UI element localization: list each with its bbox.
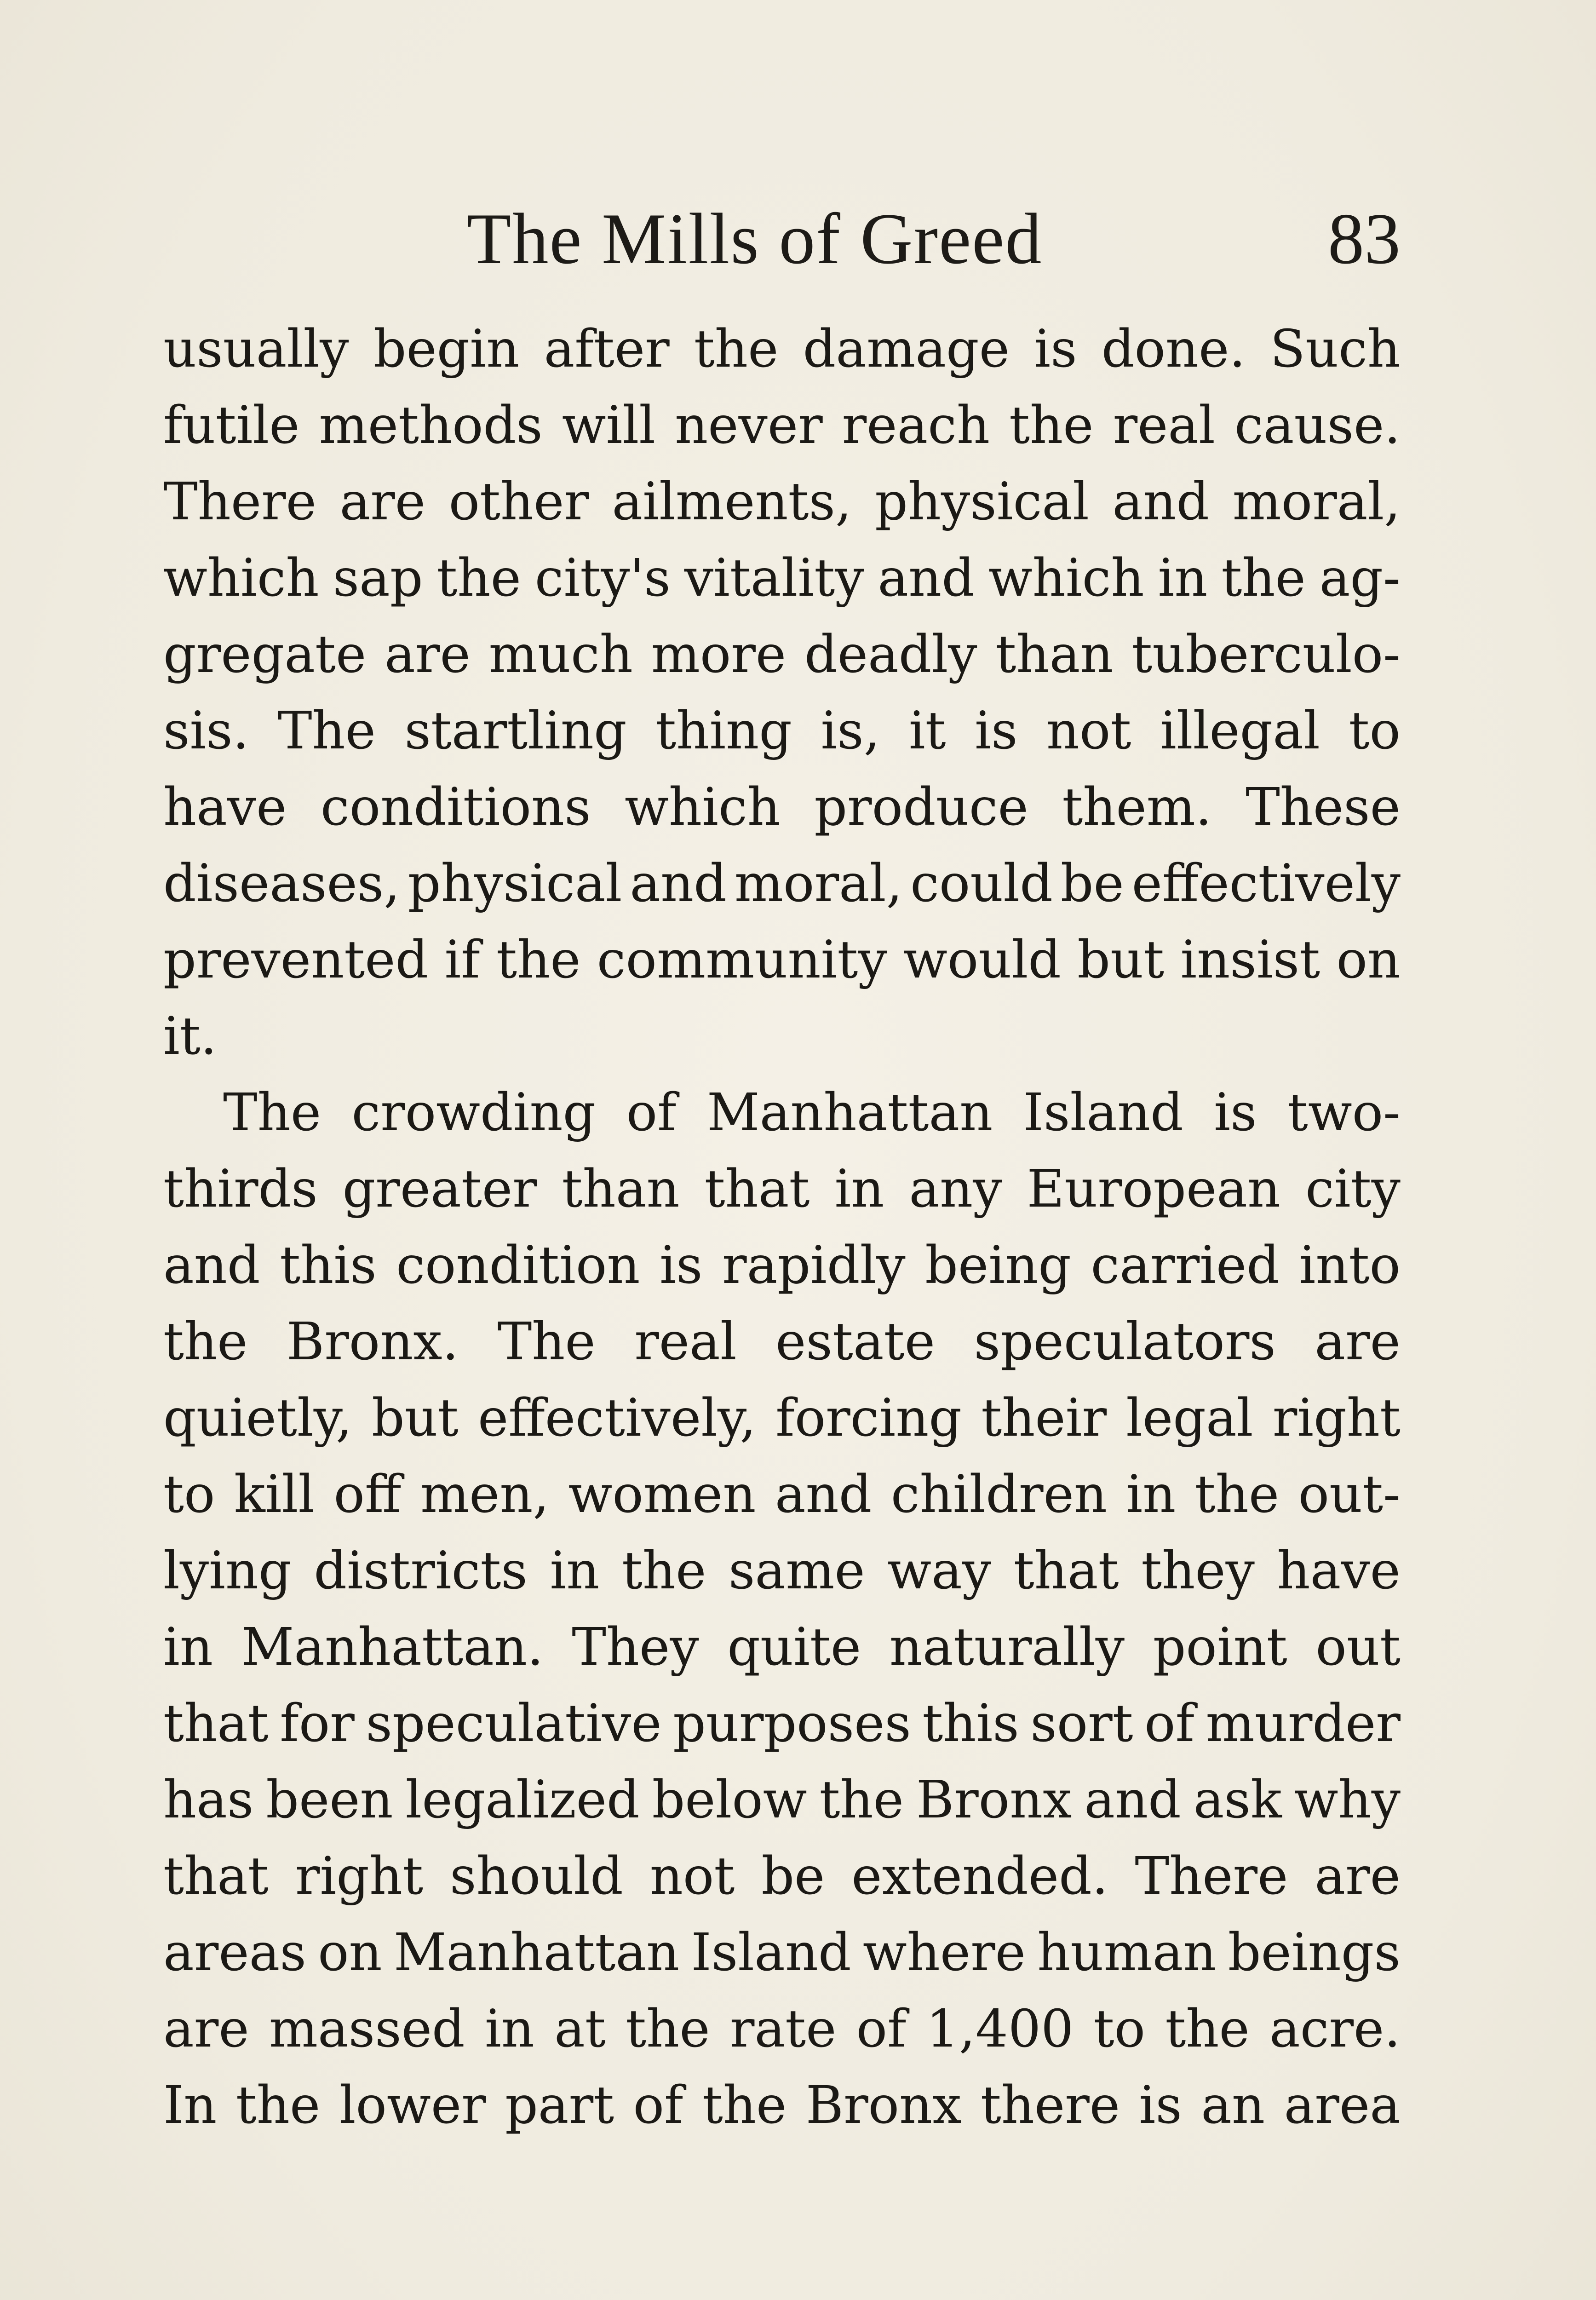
word: is [1034, 319, 1077, 379]
word: and [878, 548, 975, 608]
word: real [1113, 396, 1215, 455]
word: on [1336, 930, 1401, 990]
word: gregate [163, 625, 367, 684]
word: effectively [1131, 854, 1401, 914]
text-line [163, 922, 1401, 998]
text-line [163, 1380, 1401, 1456]
word: in [484, 1999, 534, 2059]
word: being [925, 1236, 1071, 1295]
word: lying [163, 1541, 292, 1601]
word: are [163, 1999, 249, 2059]
word: than [995, 625, 1114, 684]
word: the [1194, 1465, 1280, 1524]
word: into [1299, 1236, 1401, 1295]
word: if [444, 930, 480, 990]
word: out- [1298, 1465, 1401, 1524]
text-line [163, 1227, 1401, 1304]
word: Manhattan [706, 1083, 993, 1143]
word: tuberculo- [1131, 625, 1401, 684]
word: after [544, 319, 670, 379]
word: their [981, 1388, 1107, 1448]
word: where [862, 1923, 1026, 1983]
word: acre. [1269, 1999, 1401, 2059]
word: districts [314, 1541, 528, 1601]
word: at [554, 1999, 606, 2059]
word: legalized [405, 1770, 640, 1830]
word: There [163, 472, 316, 532]
text-line [163, 1991, 1401, 2067]
word: community [597, 930, 887, 990]
word: point [1153, 1617, 1287, 1677]
word: have [1277, 1541, 1401, 1601]
word: done. [1101, 319, 1246, 379]
text-line [163, 540, 1401, 616]
text-line [163, 1151, 1401, 1227]
word: has [163, 1770, 254, 1830]
word: which [988, 548, 1144, 608]
text-line [163, 1609, 1401, 1685]
word: but [371, 1388, 459, 1448]
word: Island [1023, 1083, 1183, 1143]
word: These [1246, 777, 1401, 837]
word: purposes [673, 1694, 911, 1754]
word: be [761, 1846, 825, 1906]
text-line [163, 387, 1401, 464]
word: extended. [851, 1846, 1108, 1906]
word: women [568, 1465, 756, 1524]
word: lower [339, 2076, 486, 2135]
text-line [163, 998, 1401, 1075]
word: They [572, 1617, 699, 1677]
word: areas [163, 1923, 306, 1983]
word: to [1093, 1999, 1146, 2059]
word: estate [775, 1312, 935, 1372]
word: in [1126, 1465, 1176, 1524]
word: ag- [1319, 548, 1401, 608]
word: city [1305, 1159, 1401, 1219]
word: 1,400 [926, 1999, 1074, 2059]
word: which [625, 777, 781, 837]
body-text [163, 311, 1401, 2144]
word: deadly [804, 625, 977, 684]
word: the [626, 1999, 710, 2059]
word: city's [534, 548, 671, 608]
word: in [1158, 548, 1208, 608]
word: murder [1206, 1694, 1401, 1754]
word: below [652, 1770, 807, 1830]
word: moral, [1232, 472, 1401, 532]
word: and [630, 854, 727, 914]
word: speculators [974, 1312, 1276, 1372]
word: ailments, [612, 472, 852, 532]
word: of [626, 1083, 677, 1143]
word: sis. [163, 701, 249, 761]
word: kill [234, 1465, 315, 1524]
word: ask [1193, 1770, 1282, 1830]
word: that [163, 1694, 269, 1754]
word: methods [319, 396, 543, 455]
word: the [702, 2076, 787, 2135]
word: conditions [320, 777, 591, 837]
word: The [497, 1312, 596, 1372]
word: rapidly [722, 1236, 906, 1295]
word: in [834, 1159, 884, 1219]
word: are [1315, 1846, 1401, 1906]
page-number: 83 [1328, 199, 1401, 279]
word: and [1084, 1770, 1181, 1830]
word: diseases, [163, 854, 400, 914]
word: children [890, 1465, 1108, 1524]
word: other [448, 472, 589, 532]
word: not [1046, 701, 1131, 761]
word: beings [1228, 1923, 1401, 1983]
word: human [1037, 1923, 1217, 1983]
word: usually [163, 319, 349, 379]
word: European [1027, 1159, 1281, 1219]
word: is [975, 701, 1018, 761]
word: but [1077, 930, 1165, 990]
text-line [163, 693, 1401, 769]
word: in [550, 1541, 600, 1601]
word: Manhattan. [241, 1617, 544, 1677]
word: will [562, 396, 656, 455]
word: reach [842, 396, 990, 455]
word: effectively, [477, 1388, 757, 1448]
word: would [903, 930, 1061, 990]
text-line [163, 1838, 1401, 1915]
text-line [163, 1533, 1401, 1609]
word: sap [333, 548, 423, 608]
word: the [436, 548, 521, 608]
word: prevented [163, 930, 429, 990]
word: any [909, 1159, 1002, 1219]
word: part [505, 2076, 614, 2135]
word: off [333, 1465, 402, 1524]
word: crowding [351, 1083, 596, 1143]
word: this [280, 1236, 377, 1295]
word: thing [655, 701, 792, 761]
word: for [280, 1694, 355, 1754]
word: Bronx. [286, 1312, 459, 1372]
word: more [651, 625, 787, 684]
word: to [163, 1465, 215, 1524]
word: startling [404, 701, 627, 761]
word: of [633, 2076, 683, 2135]
word: physical [875, 472, 1089, 532]
word: begin [373, 319, 520, 379]
word: sort [1030, 1694, 1133, 1754]
text-line [163, 311, 1401, 387]
text-line [163, 1075, 1401, 1151]
word: vitality [684, 548, 864, 608]
word: are [385, 625, 471, 684]
word: rate [729, 1999, 837, 2059]
word: the [496, 930, 581, 990]
word: and [1112, 472, 1210, 532]
word: of [1144, 1694, 1195, 1754]
word: is [1139, 2076, 1182, 2135]
word: out [1315, 1617, 1401, 1677]
word: There [1135, 1846, 1288, 1906]
text-line [163, 2067, 1401, 2144]
word: the [621, 1541, 706, 1601]
word: that [163, 1846, 269, 1906]
text-line [163, 616, 1401, 693]
word: they [1141, 1541, 1255, 1601]
word: moral, [734, 854, 903, 914]
word: damage [803, 319, 1010, 379]
word: there [980, 2076, 1120, 2135]
text-line [163, 845, 1401, 922]
word: speculative [366, 1694, 662, 1754]
word: them. [1062, 777, 1212, 837]
word: an [1201, 2076, 1265, 2135]
word: two- [1287, 1083, 1401, 1143]
word: which [163, 548, 319, 608]
word: Island [691, 1923, 851, 1983]
word: be [1060, 854, 1124, 914]
word: men, [420, 1465, 550, 1524]
text-line [163, 1304, 1401, 1380]
word: could [910, 854, 1053, 914]
word: been [266, 1770, 393, 1830]
text-line [163, 464, 1401, 540]
word: why [1294, 1770, 1401, 1830]
word: and [163, 1236, 260, 1295]
word: this [922, 1694, 1019, 1754]
word: much [488, 625, 633, 684]
word: it. [163, 1006, 217, 1066]
word: the [163, 1312, 248, 1372]
running-title: The Mills of Greed [467, 199, 1043, 279]
word: Bronx [916, 1770, 1072, 1830]
word: are [339, 472, 426, 532]
word: the [235, 2076, 321, 2135]
text-line [163, 1456, 1401, 1533]
word: way [887, 1541, 992, 1601]
word: on [318, 1923, 382, 1983]
word: is, [821, 701, 880, 761]
word: of [856, 1999, 907, 2059]
word: never [675, 396, 823, 455]
word: Manhattan [393, 1923, 680, 1983]
word: it [908, 701, 946, 761]
running-head [163, 193, 1401, 285]
word: condition [396, 1236, 640, 1295]
text-line [163, 1915, 1401, 1991]
word: and [775, 1465, 872, 1524]
word: right [295, 1846, 424, 1906]
word: Such [1270, 319, 1401, 379]
word: forcing [775, 1388, 962, 1448]
word: have [163, 777, 287, 837]
word: the [1009, 396, 1094, 455]
word: naturally [889, 1617, 1125, 1677]
word: illegal [1160, 701, 1320, 761]
word: that [704, 1159, 810, 1219]
word: are [1315, 1312, 1401, 1372]
word: legal [1126, 1388, 1253, 1448]
text-line [163, 1762, 1401, 1838]
word: is [1214, 1083, 1257, 1143]
word: than [562, 1159, 680, 1219]
word: the [819, 1770, 904, 1830]
word: futile [163, 396, 300, 455]
word: thirds [163, 1159, 318, 1219]
word: Bronx [805, 2076, 962, 2135]
word: to [1349, 701, 1401, 761]
word: produce [814, 777, 1028, 837]
word: the [1221, 548, 1306, 608]
word: same [728, 1541, 865, 1601]
word: carried [1091, 1236, 1280, 1295]
word: quietly, [163, 1388, 352, 1448]
word: that [1013, 1541, 1119, 1601]
word: is [660, 1236, 703, 1295]
word: in [163, 1617, 213, 1677]
text-line [163, 1685, 1401, 1762]
word: right [1272, 1388, 1401, 1448]
word: the [694, 319, 779, 379]
word: The [223, 1083, 321, 1143]
word: cause. [1234, 396, 1401, 455]
word: The [277, 701, 376, 761]
word: insist [1180, 930, 1320, 990]
text-line [163, 769, 1401, 845]
word: area [1284, 2076, 1401, 2135]
word: real [634, 1312, 737, 1372]
word: In [163, 2076, 217, 2135]
word: greater [342, 1159, 537, 1219]
word: the [1165, 1999, 1250, 2059]
word: not [649, 1846, 735, 1906]
word: physical [408, 854, 622, 914]
word: massed [269, 1999, 465, 2059]
word: quite [727, 1617, 861, 1677]
word: should [450, 1846, 623, 1906]
